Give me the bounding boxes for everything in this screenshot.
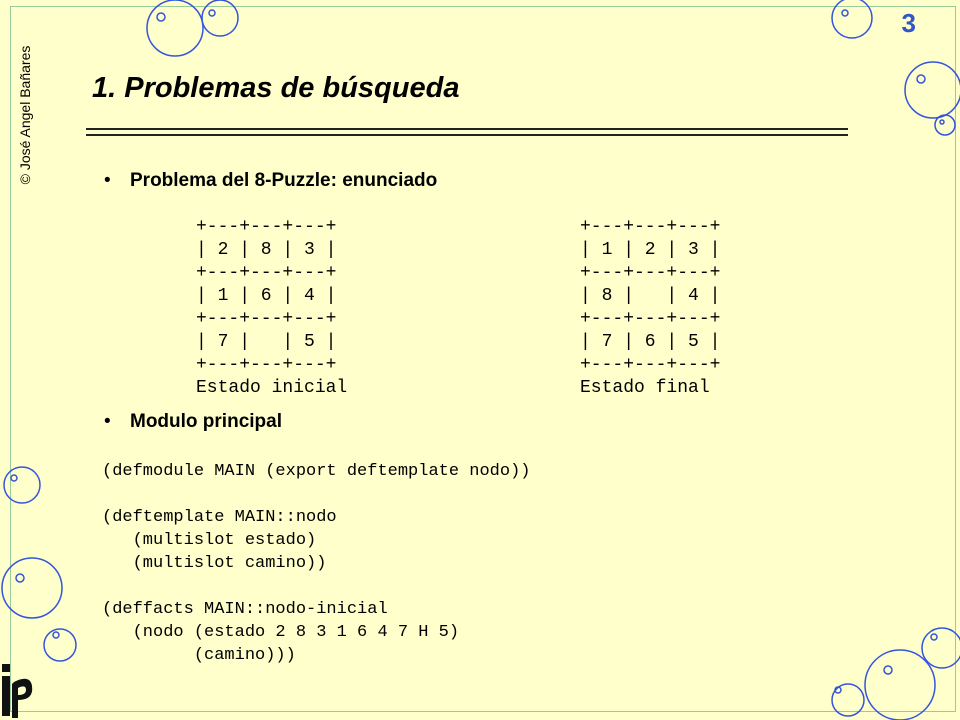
puzzle-initial-state: +---+---+---+ | 2 | 8 | 3 | +---+---+---+ | 1 | 6 | 4 | +---+---+---+ | 7 | | 5 | +---+---+---+ Estado inicial — [196, 217, 348, 398]
bullet-text: Modulo principal — [130, 411, 282, 432]
bullet-text: Problema del 8-Puzzle: enunciado — [130, 170, 438, 191]
author-text: © José Angel Bañares — [17, 45, 33, 185]
clips-code-block: (defmodule MAIN (export deftemplate nodo)) (deftemplate MAIN::nodo (multislot estado) (multislot camino)) (deffacts MAIN::nodo-inicial (nodo (estado 2 8 3 1 6 4 7 H 5) (camino))) — [102, 462, 531, 665]
ip-logo-icon — [0, 660, 36, 720]
bullet-marker: • — [104, 411, 111, 432]
bullet-puzzle-statement — [104, 170, 437, 192]
puzzle-final-state: +---+---+---+ | 1 | 2 | 3 | +---+---+---+ | 8 | | 4 | +---+---+---+ | 7 | 6 | 5 | +---+---+---+ Estado final — [580, 217, 721, 398]
bullet-marker: • — [104, 170, 111, 191]
bullet-main-module — [104, 411, 282, 433]
author-credit — [10, 20, 40, 210]
page-number: 3 — [901, 8, 916, 38]
title-divider — [86, 128, 848, 136]
slide-title: 1. Problemas de búsqueda — [92, 72, 460, 104]
